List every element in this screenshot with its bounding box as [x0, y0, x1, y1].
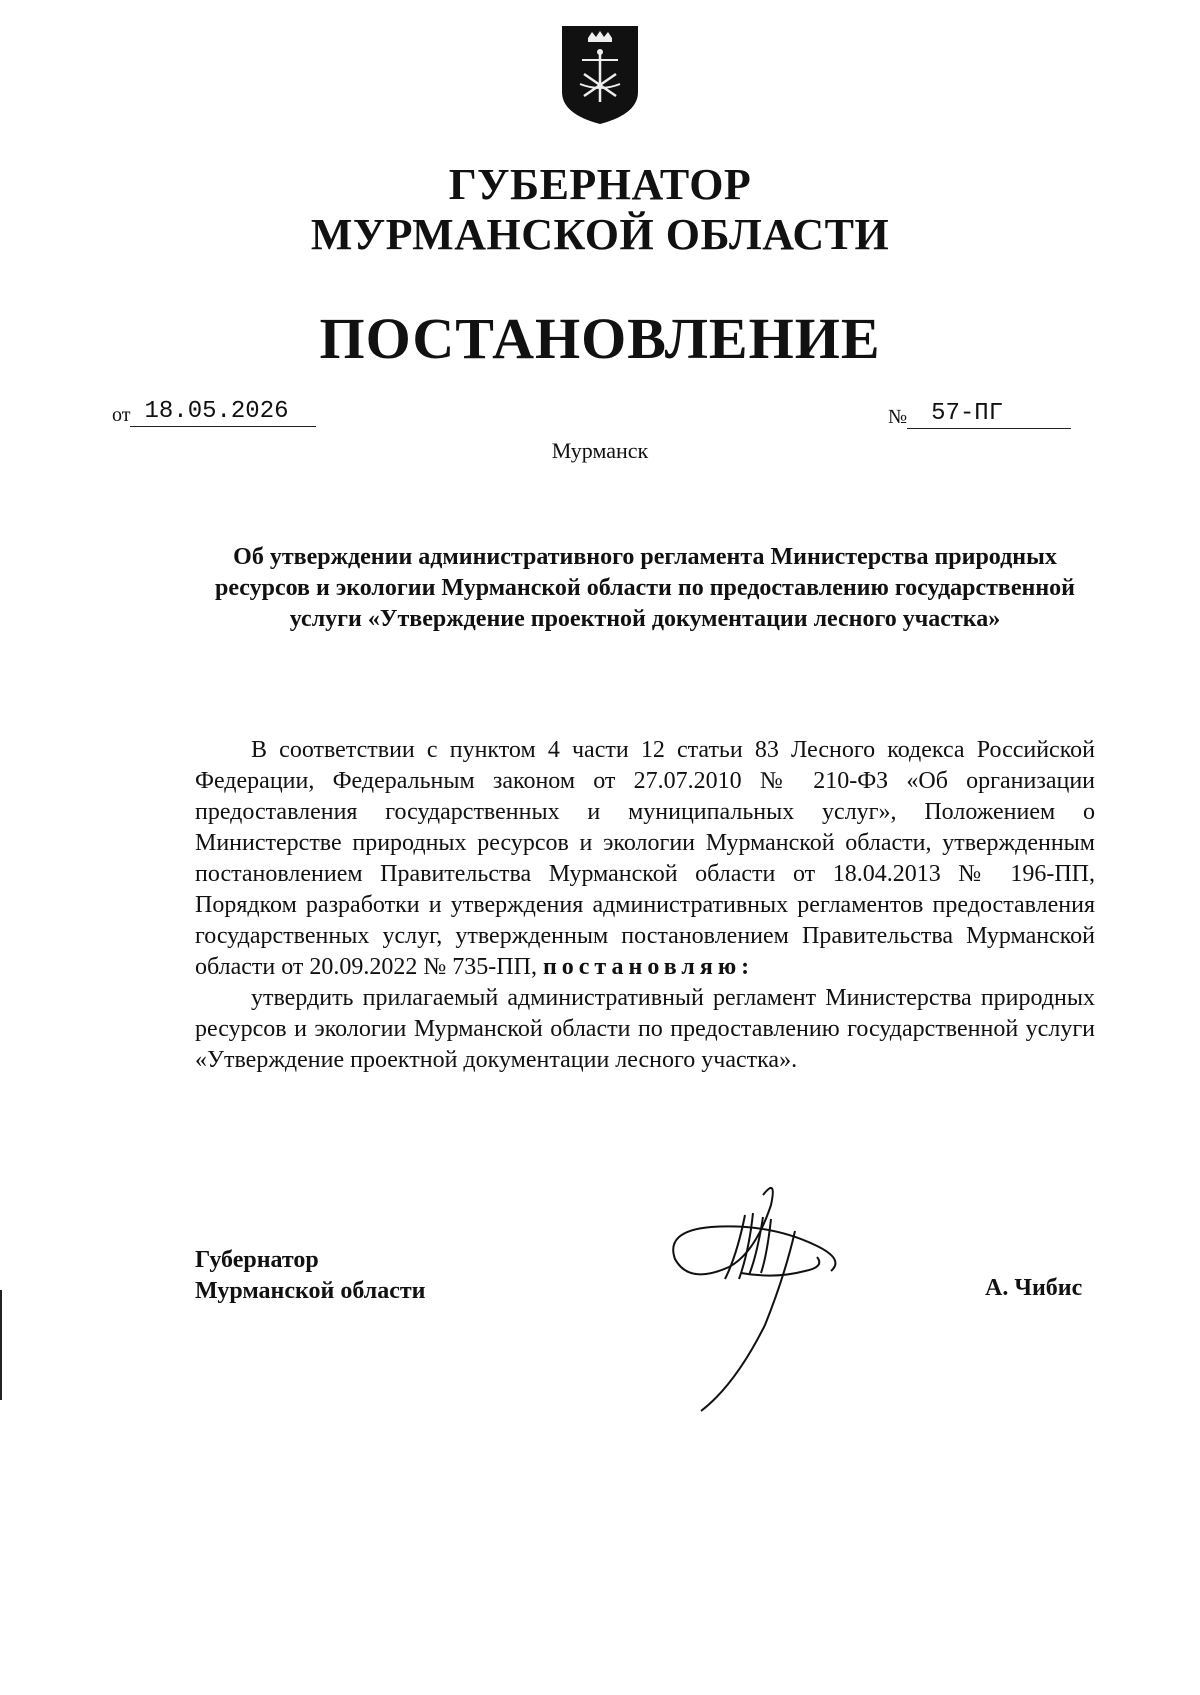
decree-number-value: 57-ПГ — [907, 400, 1071, 429]
body-paragraph-2: утвердить прилагаемый административный регламент Министерства природных ресурсов и экологии Мурманской области по предоставлению государственной услуги «Утверждение проектной документации лесного участка». — [195, 985, 1095, 1073]
decree-date-value: 18.05.2026 — [130, 398, 316, 427]
number-label: № — [888, 406, 908, 428]
decree-body — [195, 735, 1095, 1076]
signatory-name: А. Чибис — [985, 1275, 1083, 1301]
handwritten-signature — [645, 1175, 875, 1425]
governor-title-line2: МУРМАНСКОЙ ОБЛАСТИ — [310, 210, 890, 259]
body-paragraph-1-text: В соответствии с пунктом 4 части 12 статьи 83 Лесного кодекса Российской Федерации, Федеральным законом от 27.07.2010 № 210-ФЗ «Об организации предоставления государственных и муниципальных услуг», Положением о Министерстве природных ресурсов и экологии Мурманской области, утвержденным постановлением Правительства Мурманской области от 18.04.2013 № 196-ПП, Порядком разработки и утверждения административных регламентов предоставления государственных услуг, утвержденным постановлением Правительства Мурманской области от 20.09.2022 № 735-ПП, — [195, 737, 1095, 980]
coat-of-arms-emblem — [558, 22, 642, 126]
governor-title-line1: ГУБЕРНАТОР — [448, 160, 752, 209]
signatory-position-line1: Губернатор — [195, 1247, 319, 1273]
decree-subject-heading: Об утверждении административного регламента Министерства природных ресурсов и экологии Мурманской области по предоставлению государственной услуги «Утверждение проектной документации лесного участка» — [215, 544, 1075, 632]
signatory-position-line2: Мурманской области — [195, 1278, 426, 1304]
date-label: от — [112, 404, 131, 426]
decree-date-field — [112, 398, 316, 427]
decree-resolution-word: постановляю: — [542, 954, 755, 980]
margin-scan-mark — [0, 1290, 2, 1400]
decree-type-title: ПОСТАНОВЛЕНИЕ — [319, 306, 881, 371]
decree-number-field — [888, 400, 1071, 429]
signatory-position — [195, 1245, 425, 1307]
body-paragraph-1 — [195, 735, 1095, 983]
city-name: Мурманск — [551, 438, 649, 463]
